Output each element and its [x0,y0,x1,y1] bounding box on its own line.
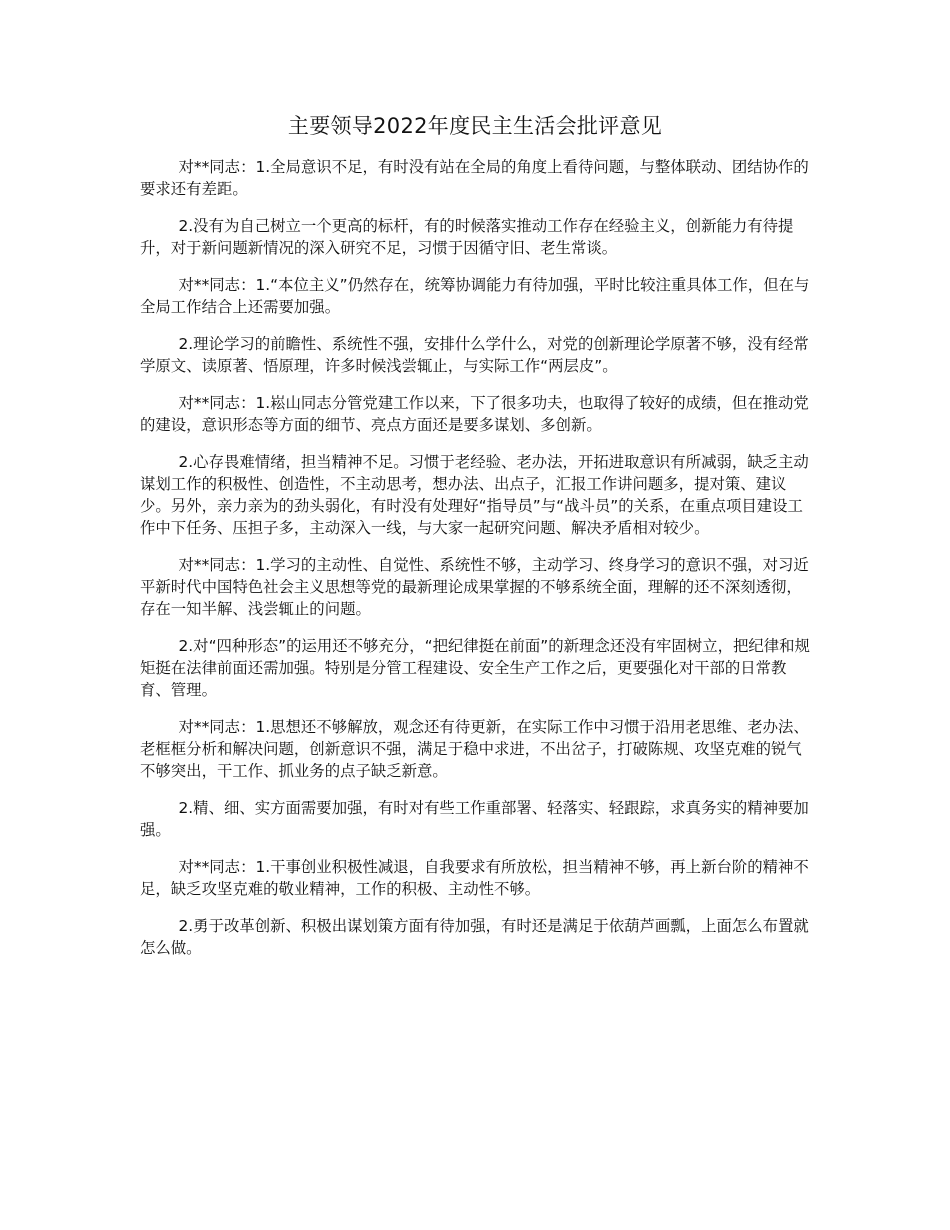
paragraph-11: 对**同志：1.干事创业积极性减退，自我要求有所放松，担当精神不够，再上新台阶的精神不足，缺乏攻坚克难的敬业精神，工作的积极、主动性不够。 [140,858,809,898]
paragraph-8: 2.对“四种形态”的运用还不够充分，“把纪律挺在前面”的新理念还没有牢固树立，把纪律和规矩挺在法律前面还需加强。特别是分管工程建设、安全生产工作之后，更要强化对干部的日常教育、管理。 [140,637,810,699]
document-title: 主要领导2022年度民主生活会批评意见 [287,114,663,138]
paragraph-12: 2.勇于改革创新、积极出谋划策方面有待加强，有时还是满足于依葫芦画瓢，上面怎么布置就怎么做。 [140,917,809,957]
paragraph-5: 对**同志：1.崧山同志分管党建工作以来，下了很多功夫，也取得了较好的成绩，但在推动党的建设，意识形态等方面的细节、亮点方面还是要多谋划、多创新。 [140,394,809,434]
document-body [140,156,815,974]
paragraph-3: 对**同志：1.“本位主义”仍然存在，统筹协调能力有待加强，平时比较注重具体工作，但在与全局工作结合上还需要加强。 [140,276,810,316]
paragraph-6: 2.心存畏难情绪，担当精神不足。习惯于老经验、老办法，开拓进取意识有所减弱，缺乏主动谋划工作的积极性、创造性，不主动思考，想办法、出点子，汇报工作讲问题多，提对策、建议少。另外，亲力亲为的劲头弱化，有时没有处理好“指导员”与“战斗员”的关系，在重点项目建设工作中下任务、压担子多，主动深入一线，与大家一起研究问题、解决矛盾相对较少。 [140,453,809,537]
paragraph-7: 对**同志：1.学习的主动性、自觉性、系统性不够，主动学习、终身学习的意识不强，对习近平新时代中国特色社会主义思想等党的最新理论成果掌握的不够系统全面，理解的还不深刻透彻，存在一知半解、浅尝辄止的问题。 [140,556,809,618]
paragraph-4: 2.理论学习的前瞻性、系统性不强，安排什么学什么，对党的创新理论学原著不够，没有经常学原文、读原著、悟原理，许多时候浅尝辄止，与实际工作“两层皮”。 [140,335,809,375]
paragraph-1: 对**同志：1.全局意识不足，有时没有站在全局的角度上看待问题，与整体联动、团结协作的要求还有差距。 [140,158,809,198]
paragraph-9: 对**同志：1.思想还不够解放，观念还有待更新，在实际工作中习惯于沿用老思维、老办法、老框框分析和解决问题，创新意识不强，满足于稳中求进，不出岔子，打破陈规、攻坚克难的锐气不够突出，干工作、抓业务的点子缺乏新意。 [140,718,809,780]
paragraph-10: 2.精、细、实方面需要加强，有时对有些工作重部署、轻落实、轻跟踪，求真务实的精神要加强。 [140,799,809,839]
paragraph-2: 2.没有为自己树立一个更高的标杆，有的时候落实推动工作存在经验主义，创新能力有待提升，对于新问题新情况的深入研究不足，习惯于因循守旧、老生常谈。 [140,217,794,257]
